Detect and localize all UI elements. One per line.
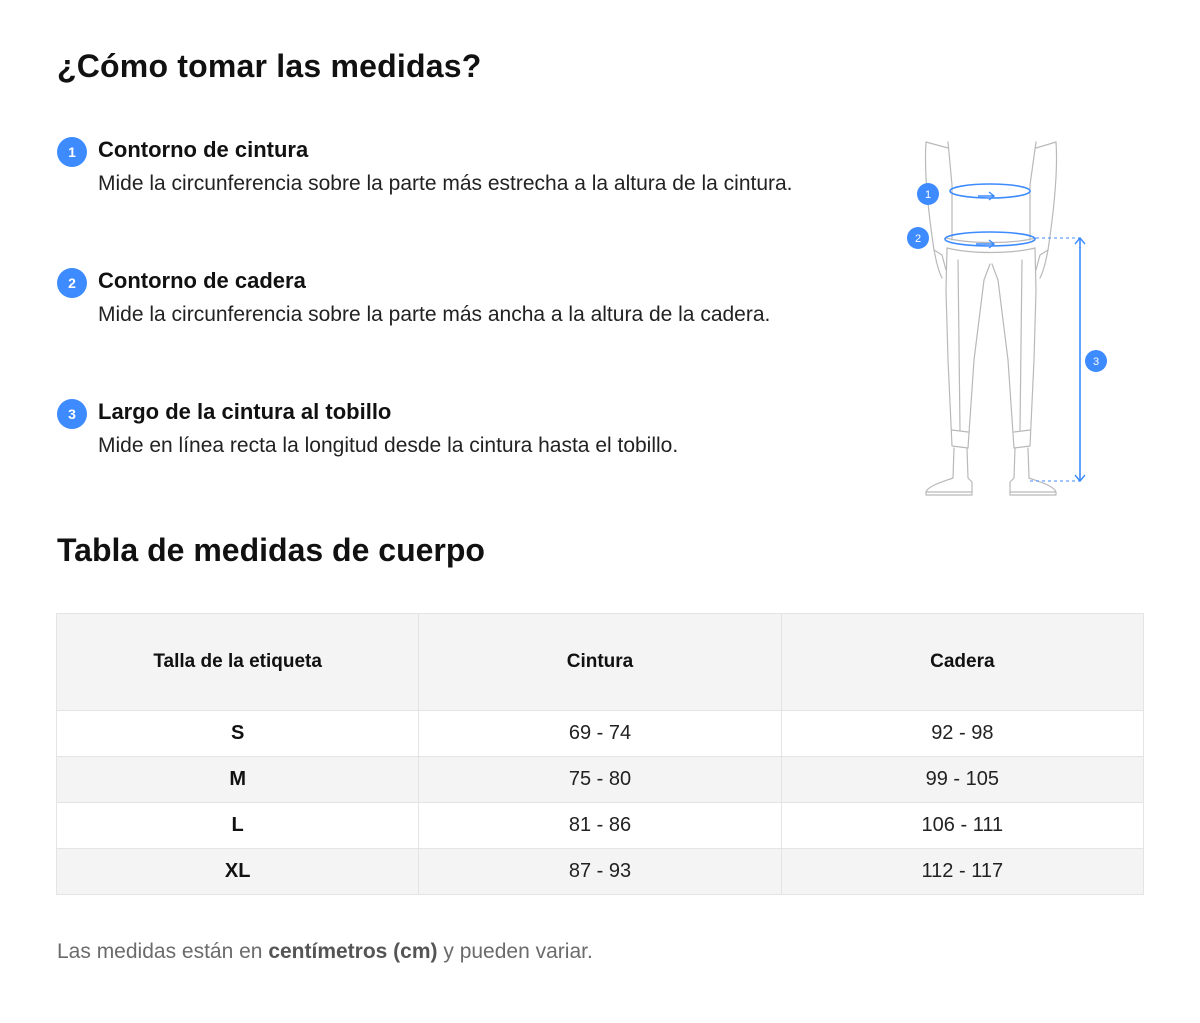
size-cell: M xyxy=(57,757,419,803)
page-title: ¿Cómo tomar las medidas? xyxy=(57,48,482,84)
hip-cell: 92 - 98 xyxy=(781,711,1143,757)
table-row xyxy=(57,803,1144,849)
step-description: Mide en línea recta la longitud desde la cintura hasta el tobillo. xyxy=(98,434,679,457)
step-title: Largo de la cintura al tobillo xyxy=(98,399,392,424)
step-title: Contorno de cintura xyxy=(98,137,309,162)
step-number-badge: 2 xyxy=(57,268,87,298)
marker-2-label: 2 xyxy=(914,233,922,245)
step-description: Mide la circunferencia sobre la parte más estrecha a la altura de la cintura. xyxy=(98,172,793,195)
measurement-illustration xyxy=(890,130,1130,510)
waist-cell: 87 - 93 xyxy=(419,849,781,895)
hip-cell: 99 - 105 xyxy=(781,757,1143,803)
units-footnote xyxy=(57,940,593,964)
step-description: Mide la circunferencia sobre la parte más ancha a la altura de la cadera. xyxy=(98,303,771,326)
table-row xyxy=(57,849,1144,895)
table-row xyxy=(57,757,1144,803)
pants-figure-icon xyxy=(890,130,1130,510)
column-header-size: Talla de la etiqueta xyxy=(57,614,419,711)
hip-cell: 112 - 117 xyxy=(781,849,1143,895)
waist-cell: 81 - 86 xyxy=(419,803,781,849)
marker-1-label: 1 xyxy=(924,189,932,201)
size-table xyxy=(56,613,1144,895)
table-title: Tabla de medidas de cuerpo xyxy=(57,532,485,568)
footnote-units: centímetros (cm) xyxy=(268,940,438,963)
waist-cell: 69 - 74 xyxy=(419,711,781,757)
marker-3-label: 3 xyxy=(1092,356,1100,368)
column-header-waist: Cintura xyxy=(419,614,781,711)
size-cell: L xyxy=(57,803,419,849)
hip-cell: 106 - 111 xyxy=(781,803,1143,849)
step-title: Contorno de cadera xyxy=(98,268,306,293)
column-header-hip: Cadera xyxy=(781,614,1143,711)
waist-cell: 75 - 80 xyxy=(419,757,781,803)
size-cell: S xyxy=(57,711,419,757)
footnote-text-end: y pueden variar. xyxy=(437,940,593,963)
step-number-badge: 3 xyxy=(57,399,87,429)
size-cell: XL xyxy=(57,849,419,895)
table-header-row xyxy=(57,614,1144,711)
step-number-badge: 1 xyxy=(57,137,87,167)
table-row xyxy=(57,711,1144,757)
footnote-text: Las medidas están en xyxy=(57,940,269,963)
